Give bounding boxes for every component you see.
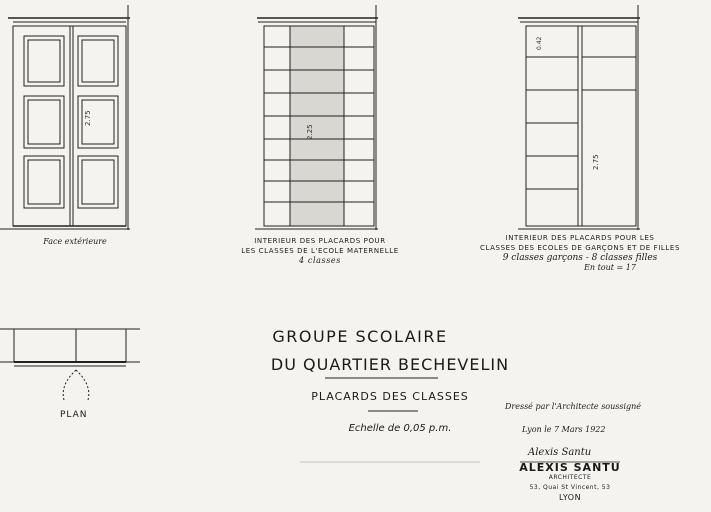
architect-stamp	[500, 463, 640, 503]
dim-right-b-text: 2.75	[592, 154, 600, 170]
middle-interior-elevation	[255, 5, 378, 230]
plan-view	[0, 329, 140, 400]
caption-middle	[230, 236, 410, 266]
title-line2: DU QUARTIER BECHEVELIN	[270, 355, 510, 374]
door-elevation	[0, 5, 130, 230]
stamp-name: ALEXIS SANTU	[519, 461, 621, 474]
caption-right-line3: 9 classes garçons - 8 classes filles	[502, 253, 658, 263]
caption-right-line1: INTERIEUR DES PLACARDS POUR LES	[505, 234, 655, 242]
plan-label: PLAN	[60, 410, 88, 420]
caption-middle-line3: 4 classes	[299, 256, 341, 265]
scale-text: Echelle de 0,05 p.m.	[348, 423, 452, 434]
title-line3: PLACARDS DES CLASSES	[311, 390, 469, 403]
caption-right-line2: CLASSES DES ECOLES DE GARÇONS ET DE FILLES	[480, 244, 680, 252]
caption-right	[480, 233, 680, 273]
stamp-city: LYON	[558, 493, 582, 502]
caption-middle-line1: INTERIEUR DES PLACARDS POUR	[254, 237, 386, 245]
signature: Alexis Santu	[528, 447, 592, 458]
stamp-title: ARCHITECTE	[548, 474, 592, 481]
signature-line2: Lyon le 7 Mars 1922	[522, 425, 606, 434]
dim-middle-text: 2.25	[306, 124, 314, 140]
dim-right-a-text: 0.42	[536, 36, 543, 50]
title-line1: GROUPE SCOLAIRE	[272, 327, 448, 346]
signature-line1: Dressé par l'Architecte soussigné	[505, 402, 642, 411]
caption-exterior: Face extérieure	[43, 237, 107, 246]
caption-right-line4: En tout = 17	[584, 263, 636, 272]
dim-left-text: 2.75	[84, 110, 92, 126]
stamp-address: 53, Quai St Vincent, 53	[529, 484, 611, 491]
caption-middle-line2: LES CLASSES DE L'ECOLE MATERNELLE	[241, 247, 399, 255]
